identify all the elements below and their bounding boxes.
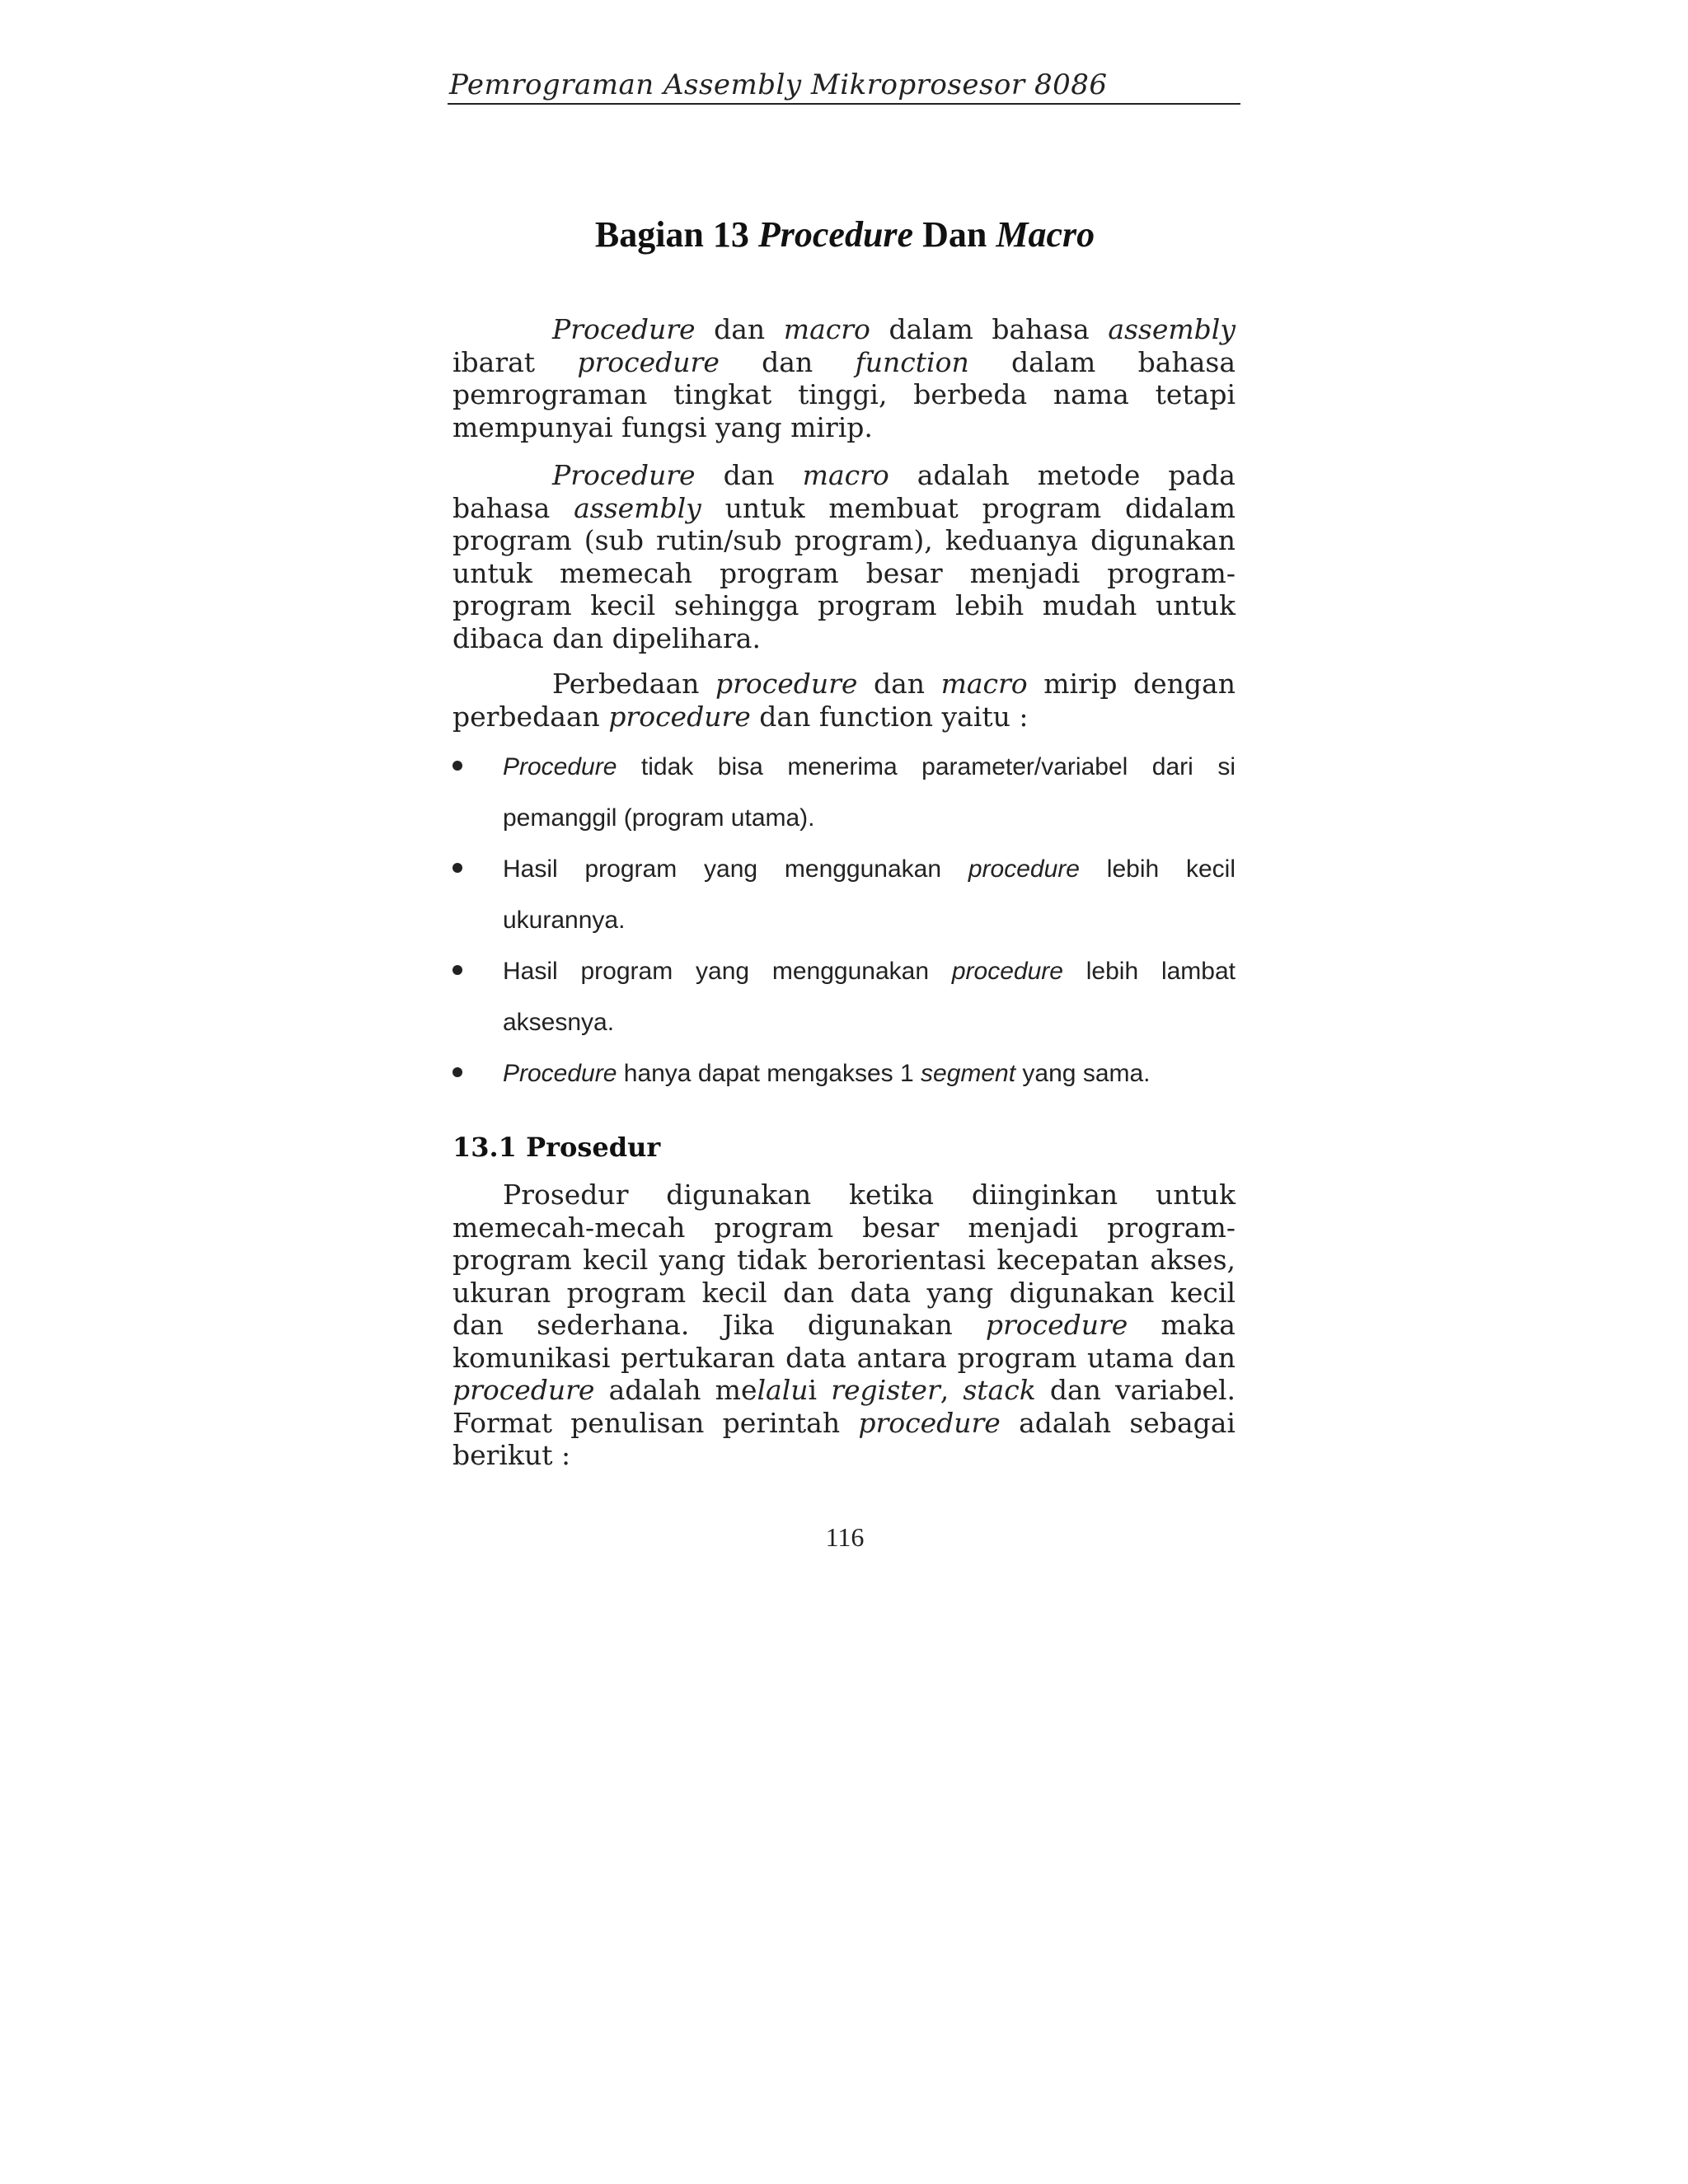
term-macro: macro (940, 668, 1028, 700)
text-run: i (808, 1374, 832, 1406)
text-run: tidak bisa menerima parameter/variabel dari si pemanggil (program utama). (503, 753, 1236, 832)
term-procedure: procedure (858, 1406, 1001, 1439)
section-heading: 13.1 Prosedur (452, 1132, 661, 1163)
term-procedure: Procedure (552, 459, 696, 491)
chapter-title-prefix: Bagian 13 (594, 214, 758, 255)
text-run: dan (695, 313, 784, 345)
text-run: mirip dengan perbedaan (452, 668, 1236, 733)
term-stack: stack (963, 1374, 1036, 1406)
paragraph-differences-text (452, 668, 1236, 733)
text-run: dan (695, 459, 803, 491)
text-run: lebih kecil ukurannya. (503, 855, 1236, 934)
text-run: dalam bahasa (870, 313, 1109, 345)
paragraph-differences (452, 668, 1236, 733)
list-item (452, 1048, 1236, 1099)
term-assembly: assembly (1108, 313, 1236, 345)
text-run: ibarat (452, 345, 578, 378)
bullet-icon (452, 761, 462, 771)
page-number: 116 (825, 1522, 865, 1552)
text-run: maka komunikasi pertukaran data antara program utama dan (452, 1309, 1236, 1374)
term-procedure: procedure (608, 700, 751, 733)
text-run: dan (719, 345, 856, 378)
text-run: Hasil program yang menggunakan (503, 855, 968, 883)
term-procedure: Procedure (552, 313, 696, 345)
text-run: adalah metode pada bahasa (452, 459, 1236, 524)
header-rule (448, 103, 1240, 105)
text-run: hanya dapat mengakses 1 (617, 1060, 921, 1087)
text-run: dalam bahasa pemrograman tingkat tinggi, berbeda nama tetapi mempunyai fungsi yang mirip. (452, 345, 1236, 443)
text-run: lebih lambat aksesnya. (503, 958, 1236, 1036)
text-run: Prosedur digunakan ketika diinginkan untuk memecah-mecah program besar menjadi program-program kecil yang tidak berorientasi kecepatan akses, ukuran program kecil dan data yang digunakan kecil dan sederhana. Jika digunakan (452, 1179, 1236, 1341)
term-procedure: procedure (968, 855, 1080, 883)
text-run: Perbedaan (552, 668, 715, 700)
term-assembly: assembly (574, 491, 701, 524)
text-run: dan variabel. Format penulisan perintah (452, 1374, 1236, 1439)
text-run: untuk membuat program didalam program (sub rutin/sub program), keduanya digunakan untuk memecah program besar menjadi program-program kecil sehingga program lebih mudah untuk dibaca dan dipelihara. (452, 491, 1236, 654)
text-run: adalah sebagai berikut : (452, 1406, 1236, 1471)
term-procedure: procedure (985, 1309, 1128, 1341)
paragraph-intro-text (452, 313, 1236, 443)
term-procedure: Procedure (503, 1060, 617, 1087)
chapter-title-middle: Dan (913, 214, 996, 255)
term-procedure: procedure (577, 345, 720, 378)
term-macro: macro (783, 313, 870, 345)
list-item (452, 844, 1236, 946)
list-item (452, 742, 1236, 844)
bullet-icon (452, 1067, 462, 1077)
chapter-title (449, 210, 1240, 260)
term-register: register (831, 1374, 940, 1406)
term-segment: segment (921, 1060, 1016, 1087)
text-run: dan function yaitu : (750, 700, 1029, 733)
term-function: function (855, 345, 969, 378)
paragraph-definition-text (452, 459, 1236, 654)
text-run: Hasil program yang menggunakan (503, 958, 952, 985)
bullet-icon (452, 863, 462, 873)
text-run: adalah me (594, 1374, 757, 1406)
list-item (452, 946, 1236, 1048)
bullet-icon (452, 965, 462, 975)
text-run-italic: lalu (757, 1374, 809, 1406)
paragraph-prosedur-text (452, 1179, 1236, 1472)
term-procedure: Procedure (503, 753, 617, 780)
paragraph-intro (452, 313, 1236, 443)
paragraph-definition (452, 459, 1236, 654)
chapter-title-word-macro: Macro (996, 214, 1095, 255)
running-header: Pemrograman Assembly Mikroprosesor 8086 (449, 68, 1108, 101)
term-procedure: procedure (452, 1374, 595, 1406)
text-run: , (940, 1374, 964, 1406)
term-procedure: procedure (951, 958, 1063, 985)
term-macro: macro (802, 459, 889, 491)
text-run: dan (857, 668, 941, 700)
chapter-title-word-procedure: Procedure (757, 214, 914, 255)
paragraph-prosedur (452, 1179, 1236, 1472)
difference-bullet-list (452, 742, 1236, 1099)
text-run: yang sama. (1015, 1060, 1151, 1087)
term-procedure: procedure (715, 668, 858, 700)
